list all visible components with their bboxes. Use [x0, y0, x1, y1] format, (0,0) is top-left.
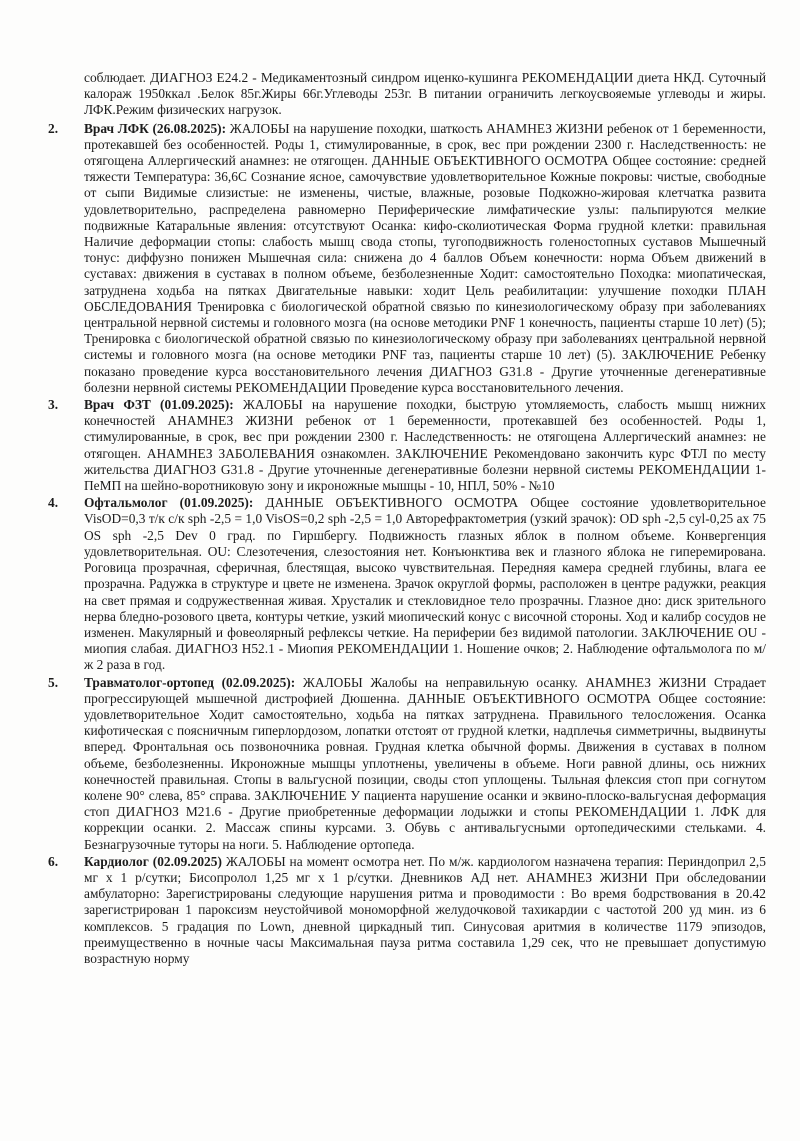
item-heading: Врач ФЗТ (01.09.2025): [84, 397, 234, 413]
intro-paragraph: соблюдает. ДИАГНОЗ E24.2 - Медикаментозный синдром иценко-кушинга РЕКОМЕНДАЦИИ диета НКД. Суточный калораж 1950ккал .Белок 85г.Жиры 66г.Углеводы 253г. В питании ограничить легкоусвояемые углеводы и жиры. ЛФК.Режим физических нагрузок. [84, 70, 766, 118]
item-heading: Врач ЛФК (26.08.2025): [84, 120, 227, 136]
specialist-list [48, 120, 767, 968]
list-item [48, 674, 766, 853]
item-text: ЖАЛОБЫ на нарушение походки, шаткость АНАМНЕЗ ЖИЗНИ ребенок от 1 беременности, протекавшей без особенностей. Роды 1, стимулированные, в срок, вес при рождении 2300 г. Наследственность: не отягощена Аллергический анамнез: не отягощен. ДАННЫЕ ОБЪЕКТИВНОГО ОСМОТРА Общее состояние: средней тяжести Температура: 36,6С Сознание ясное, самочувствие удовлетворительное Кожные покровы: чистые, свободные от сыпи Видимые слизистые: не изменены, чистые, влажные, розовые Подкожно-жировая клетчатка развита удовлетворительно, распределена равномерно Периферические лимфатические узлы: пальпируются мелкие подвижные Катаральные явления: отсутствуют Осанка: кифо-сколиотическая Форма грудной клетки: правильная Наличие деформации стопы: слабость мышц свода стопы, тугоподвижность голеностопных суставов Мышечный тонус: диффузно понижен Мышечная сила: снижена до 4 баллов Объем конечности: норма Объем движений в суставах: движения в суставах в полном объеме, безболезненные Ходит: самостоятельно Походка: миопатическая, затруднена ходьба на пятках Двигательные навыки: ходит Цель реабилитации: улучшение походки ПЛАН ОБСЛЕДОВАНИЯ Тренировка с биологической обратной связью по кинезиологическому образу при заболеваниях центральной нервной системы и головного мозга (на основе методики PNF 1 конечность, пациенты старше 10 лет) (5); Тренировка с биологической обратной связью по кинезиологическому образу при заболеваниях центральной нервной системы и головного мозга (на основе методики PNF таз, пациенты старше 10 лет) (5). ЗАКЛЮЧЕНИЕ Ребенку показано проведение курса восстановительного лечения ДИАГНОЗ G31.8 - Другие уточненные дегенеративные болезни нервной системы РЕКОМЕНДАЦИИ Проведение курса восстановительного лечения. [84, 120, 766, 395]
item-number: 6. [48, 853, 59, 869]
item-heading: Кардиолог (02.09.2025) [84, 853, 222, 869]
list-item [48, 120, 766, 396]
item-text: ЖАЛОБЫ Жалобы на неправильную осанку. АНАМНЕЗ ЖИЗНИ Страдает прогрессирующей мышечной дистрофией Дюшенна. ДАННЫЕ ОБЪЕКТИВНОГО ОСМОТРА Общее состояние: удовлетворительное Ходит самостоятельно, ходьба на пятках затруднена. Правильного телосложения. Осанка кифотическая с поясничным гиперлордозом, лопатки отстоят от грудной клетки, надплечья симметричны, выдвинуты вперед. Фронтальная ось позвоночника ровная. Грудная клетка обычной формы. Движения в суставах в полном объеме, безболезненны. Икроножные мышцы уплотнены, увеличены в объеме. Ноги равной длины, ось нижних конечностей правильная. Стопы в вальгусной позиции, своды стоп уплощены. Тыльная флексия стоп при согнутом колене 90° слева, 85° справа. ЗАКЛЮЧЕНИЕ У пациента нарушение осанки и эквино-плоско-вальгусная деформация стоп ДИАГНОЗ M21.6 - Другие приобретенные деформации лодыжки и стопы РЕКОМЕНДАЦИИ 1. ЛФК для коррекции осанки. 2. Массаж спины курсами. 3. Обувь с антивальгусными ортопедическими стельками. 4. Безнагрузочные туторы на ноги. 5. Наблюдение ортопеда. [84, 674, 766, 852]
list-item [48, 495, 766, 673]
item-heading: Травматолог-ортопед (02.09.2025): [84, 674, 296, 690]
list-item [48, 397, 767, 494]
item-number: 4. [48, 495, 59, 511]
item-number: 3. [48, 397, 59, 413]
item-heading: Офтальмолог (01.09.2025): [84, 495, 254, 511]
item-number: 2. [48, 120, 59, 136]
item-text: ДАННЫЕ ОБЪЕКТИВНОГО ОСМОТРА Общее состояние удовлетворительное VisOD=0,3 т/к с/к sph -2,5 = 1,0 VisOS=0,2 sph -2,5 = 1,0 Авторефрактометрия (узкий зрачок): OD sph -2,5 cyl-0,25 ax 75 OS sph -2,5 Dev 0 град. по Гиршбергу. Подвижность глазных яблок в полном объеме. Конвергенция удовлетворительная. OU: Слезотечения, слезостояния нет. Конъюнктива век и глазного яблока не гиперемирована. Роговица прозрачная, сферичная, блестящая, высоко чувствительная. Передняя камера средней глубины, влага ее прозрачна. Радужка в структуре и цвете не изменена. Зрачок округлой формы, расположен в центре радужки, реакция на свет прямая и содружественная живая. Хрусталик и стекловидное тело прозрачны. Глазное дно: диск зрительного нерва бледно-розового цвета, контуры четкие, узкий миопический конус с височной стороны. Ход и калибр сосудов не изменен. Макулярный и фовеолярный рефлексы четкие. На периферии без видимой патологии. ЗАКЛЮЧЕНИЕ OU - миопия слабая. ДИАГНОЗ H52.1 - Миопия РЕКОМЕНДАЦИИ 1. Ношение очков; 2. Наблюдение офтальмолога по м/ж 2 раза в год. [84, 495, 766, 673]
list-item [48, 853, 766, 967]
item-text: ЖАЛОБЫ на момент осмотра нет. По м/ж. кардиологом назначена терапия: Периндоприл 2,5 мг х 1 р/сутки; Бисопролол 1,25 мг х 1 р/сутки. Дневников АД нет. АНАМНЕЗ ЖИЗНИ При обследовании амбулаторно: Зарегистрированы следующие нарушения ритма и проводимости : Во время бодрствования в 20.42 зарегистрирован 1 пароксизм неустойчивой мономорфной желудочковой тахикардии с частотой 200 уд мин. из 6 комплексов. 5 градация по Lown, дневной циркадный тип. Синусовая аритмия в количестве 1179 эпизодов, преимущественно в ночные часы Максимальная пауза ритма составила 1,29 сек, что не превышает допустимую возрастную норму [84, 853, 766, 966]
item-text: ЖАЛОБЫ на нарушение походки, быструю утомляемость, слабость мышц нижних конечностей АНАМНЕЗ ЖИЗНИ ребенок от 1 беременности, протекавшей без особенностей. Роды 1, стимулированные, в срок, вес при рождении 2300 г. Наследственность: не отягощена Аллергический анамнез: не отягощен. АНАМНЕЗ ЗАБОЛЕВАНИЯ ознакомлен. ЗАКЛЮЧЕНИЕ Рекомендовано закончить курс ФТЛ по месту жительства ДИАГНОЗ G31.8 - Другие уточненные дегенеративные болезни нервной системы РЕКОМЕНДАЦИИ 1- ПеМП на шейно-воротниковую зону и икроножные мышцы - 10, НПЛ, 50% - №10 [84, 397, 767, 494]
item-number: 5. [48, 674, 59, 690]
